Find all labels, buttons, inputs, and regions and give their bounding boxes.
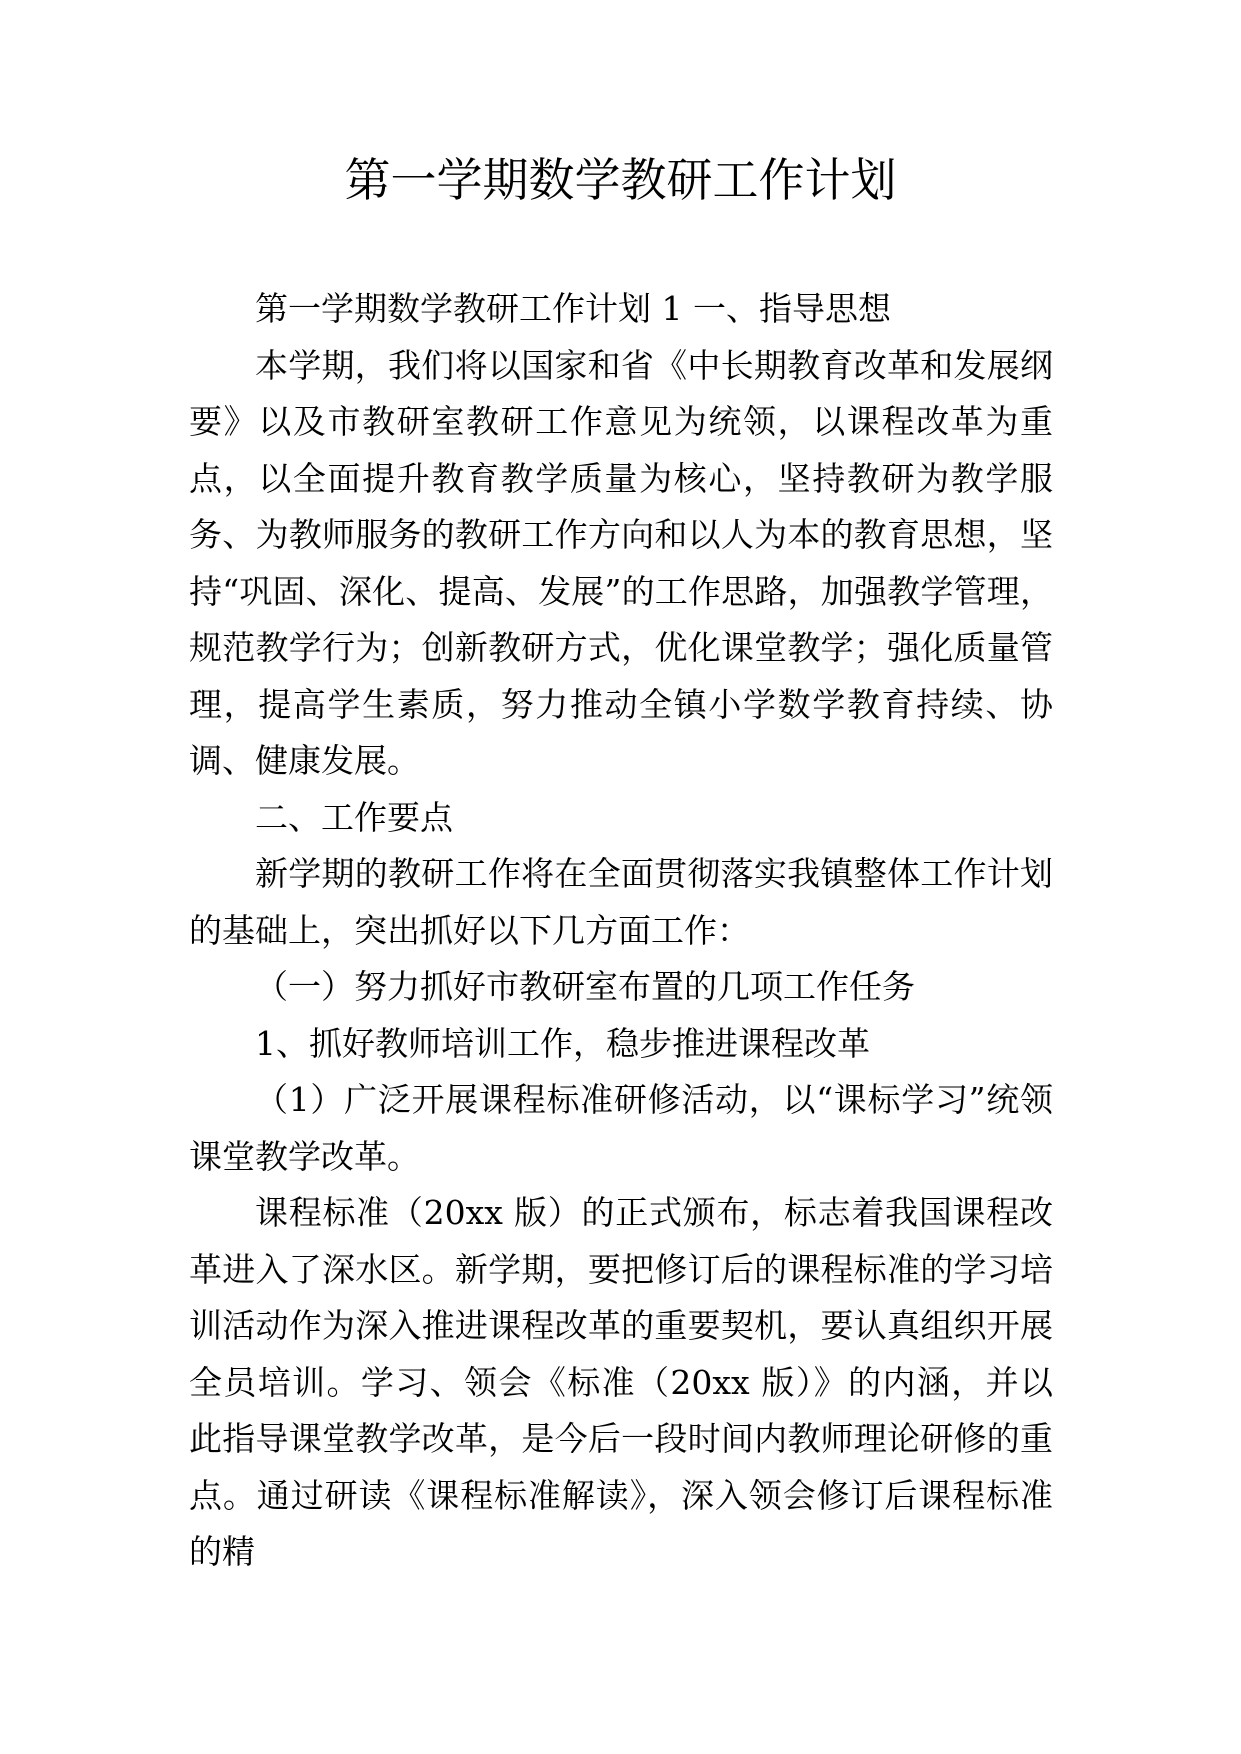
document-title: 第一学期数学教研工作计划 [344, 153, 897, 207]
document-body [189, 281, 1053, 1581]
paragraph-work-points-heading: 二、工作要点 [255, 797, 453, 837]
paragraph-curriculum-standard: 课程标准（20xx 版）的正式颁布，标志着我国课程改革进入了深水区。新学期，要把修订后的课程标准的学习培训活动作为深入推进课程改革的重要契机，要认真组织开展全员培训。学习、领会《标准（20xx 版）》的内涵，并以此指导课堂教学改革，是今后一段时间内教师理论研修的重点。通过研读《课程标准解读》，深入领会修订后课程标准的精 [189, 1193, 1053, 1571]
paragraph-subitem-one: （1）广泛开展课程标准研修活动，以“课标学习”统领课堂教学改革。 [189, 1080, 1053, 1176]
paragraph-guiding-ideology: 本学期，我们将以国家和省《中长期教育改革和发展纲要》以及市教研室教研工作意见为统领，以课程改革为重点，以全面提升教育教学质量为核心，坚持教研为教学服务、为教师服务的教研工作方向和以人为本的教育思想，坚持“巩固、深化、提高、发展”的工作思路，加强教学管理，规范教学行为；创新教研方式，优化课堂教学；强化质量管理，提高学生素质，努力推动全镇小学数学教育持续、协调、健康发展。 [189, 345, 1053, 780]
paragraph-work-points-intro: 新学期的教研工作将在全面贯彻落实我镇整体工作计划的基础上，突出抓好以下几方面工作： [189, 854, 1053, 950]
paragraph-section-one-heading: （一）努力抓好市教研室布置的几项工作任务 [255, 967, 915, 1006]
paragraph-item-one-heading: 1、抓好教师培训工作，稳步推进课程改革 [255, 1023, 870, 1063]
paragraph-guiding-ideology-heading: 第一学期数学教研工作计划 1 一、指导思想 [255, 289, 891, 328]
